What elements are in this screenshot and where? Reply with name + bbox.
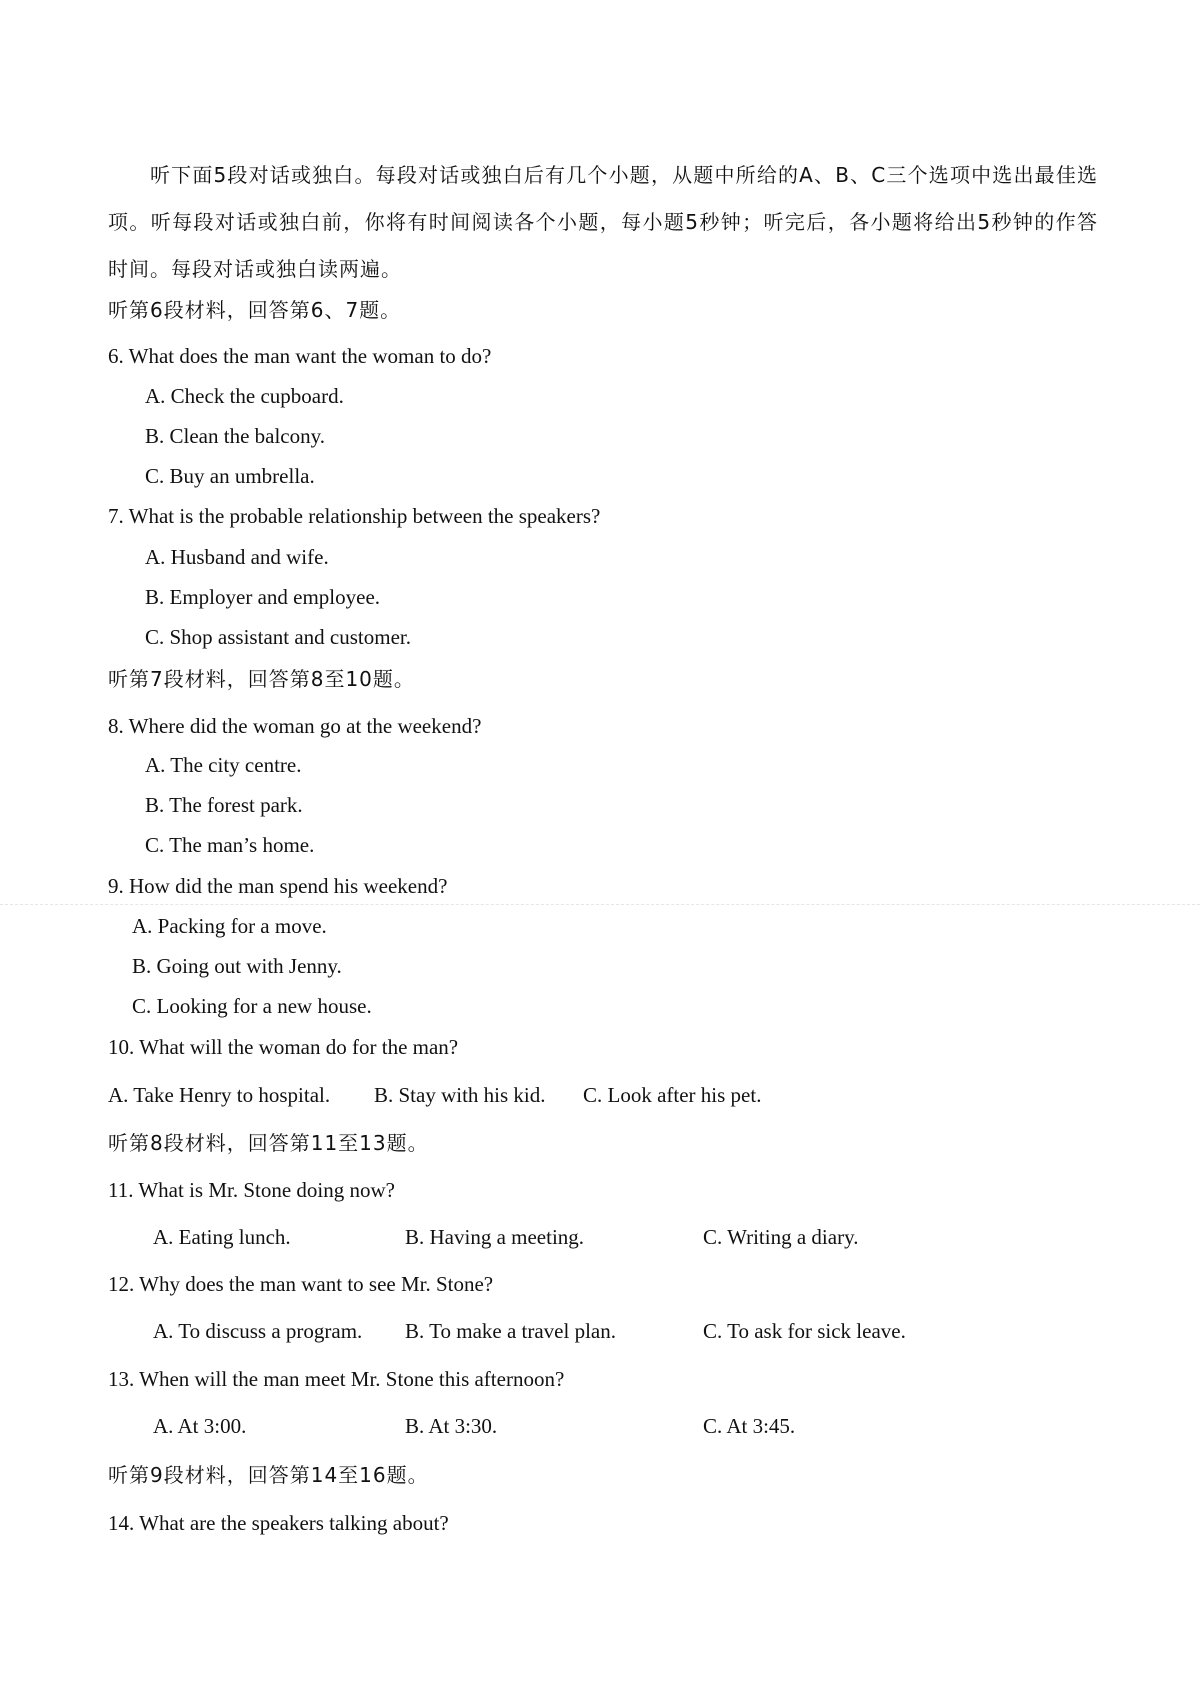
question-9-option-c: C. Looking for a new house.	[132, 994, 372, 1018]
question-7-option-b: B. Employer and employee.	[145, 585, 381, 609]
question-6: 6. What does the man want the woman to do?	[108, 344, 492, 368]
question-12-option-c: C. To ask for sick leave.	[703, 1319, 906, 1343]
question-6-option-b: B. Clean the balcony.	[145, 424, 326, 448]
question-11-option-a: A. Eating lunch.	[153, 1225, 291, 1249]
question-13-option-b: B. At 3:30.	[405, 1414, 498, 1438]
section-6-heading: 听第6段材料，回答第6、7题。	[108, 298, 402, 322]
question-9-option-b: B. Going out with Jenny.	[132, 954, 342, 978]
question-9: 9. How did the man spend his weekend?	[108, 874, 448, 898]
section-7-heading: 听第7段材料，回答第8至10题。	[108, 667, 415, 691]
question-12: 12. Why does the man want to see Mr. Stone?	[108, 1272, 494, 1296]
question-13: 13. When will the man meet Mr. Stone this afternoon?	[108, 1367, 565, 1391]
question-13-option-a: A. At 3:00.	[153, 1414, 247, 1438]
section-9-heading: 听第9段材料，回答第14至16题。	[108, 1463, 429, 1487]
section-8-heading: 听第8段材料，回答第11至13题。	[108, 1131, 429, 1155]
question-10-option-a: A. Take Henry to hospital.	[108, 1083, 331, 1107]
question-9-option-a: A. Packing for a move.	[132, 914, 327, 938]
question-6-option-a: A. Check the cupboard.	[145, 384, 344, 408]
question-10-option-b: B. Stay with his kid.	[374, 1083, 546, 1107]
question-7-option-c: C. Shop assistant and customer.	[145, 625, 411, 649]
question-12-option-b: B. To make a travel plan.	[405, 1319, 616, 1343]
question-10-option-c: C. Look after his pet.	[583, 1083, 762, 1107]
question-13-option-c: C. At 3:45.	[703, 1414, 796, 1438]
question-8-option-a: A. The city centre.	[145, 753, 302, 777]
question-11-option-b: B. Having a meeting.	[405, 1225, 585, 1249]
question-8-option-b: B. The forest park.	[145, 793, 303, 817]
question-14: 14. What are the speakers talking about?	[108, 1511, 449, 1535]
question-6-option-c: C. Buy an umbrella.	[145, 464, 315, 488]
question-11-option-c: C. Writing a diary.	[703, 1225, 859, 1249]
page-break-divider	[0, 904, 1200, 905]
question-7-option-a: A. Husband and wife.	[145, 545, 329, 569]
instructions-paragraph: 听下面5段对话或独白。每段对话或独白后有几个小题，从题中所给的A、B、C三个选项中选出最佳选项。听每段对话或独白前，你将有时间阅读各个小题，每小题5秒钟；听完后，各小题将给出5秒钟的作答时间。每段对话或独白读两遍。	[108, 163, 1098, 281]
question-8: 8. Where did the woman go at the weekend?	[108, 714, 482, 738]
question-12-option-a: A. To discuss a program.	[153, 1319, 363, 1343]
question-7: 7. What is the probable relationship between the speakers?	[108, 504, 601, 528]
question-10: 10. What will the woman do for the man?	[108, 1035, 459, 1059]
question-11: 11. What is Mr. Stone doing now?	[108, 1178, 395, 1202]
question-8-option-c: C. The man’s home.	[145, 833, 315, 857]
